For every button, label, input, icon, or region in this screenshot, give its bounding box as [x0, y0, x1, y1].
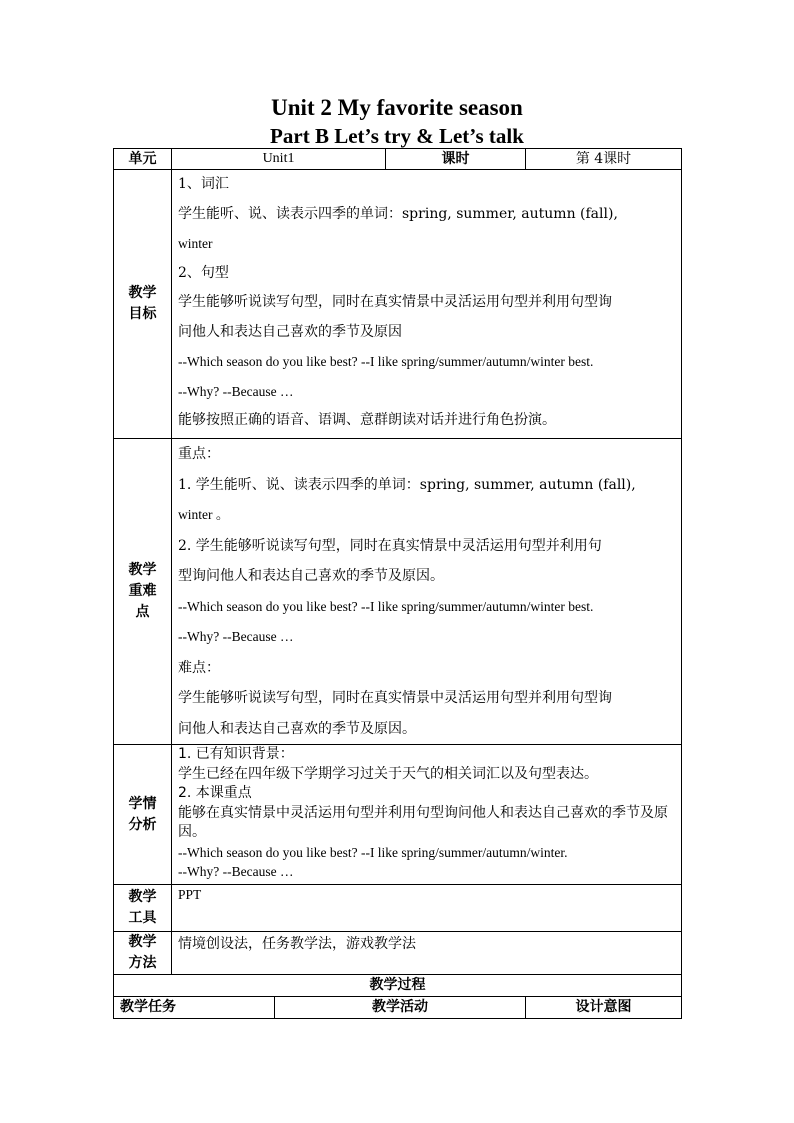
- goals-label: [114, 170, 172, 439]
- analysis-line: --Which season do you like best? --I like spring/summer/autumn/winter.: [178, 844, 568, 860]
- tools-label-line2: 工具: [128, 910, 157, 926]
- methods-row: [114, 932, 682, 975]
- lesson-plan-table: [113, 148, 682, 1019]
- period-value: 第 4课时: [526, 149, 682, 170]
- tools-value: PPT: [178, 887, 202, 902]
- analysis-line: 能够在真实情景中灵活运用句型并利用句型询问他人和表达自己喜欢的季节及原因。: [178, 804, 668, 840]
- goals-line: --Which season do you like best? --I like spring/summer/autumn/winter best.: [178, 354, 594, 369]
- goals-line: --Why? --Because …: [178, 383, 294, 399]
- goals-row: [114, 170, 682, 439]
- goals-label-line2: 目标: [128, 306, 157, 322]
- keypoints-label-line3: 点: [135, 604, 150, 620]
- goals-line: 问他人和表达自己喜欢的季节及原因: [178, 323, 402, 340]
- process-col-task: 教学任务: [114, 997, 275, 1019]
- process-col-activity: 教学活动: [275, 997, 526, 1019]
- unit-label: 单元: [114, 149, 172, 170]
- keypoints-line: 重点：: [178, 446, 220, 462]
- keypoints-line: --Which season do you like best? --I like spring/summer/autumn/winter best.: [178, 598, 594, 614]
- analysis-line: 1. 已有知识背景：: [178, 746, 294, 762]
- tools-row: [114, 885, 682, 932]
- keypoints-line: 2. 学生能够听说读写句型，同时在真实情景中灵活运用句型并利用句: [178, 537, 602, 554]
- goals-label-line1: 教学: [128, 285, 157, 301]
- goals-line: 学生能够听说读写句型，同时在真实情景中灵活运用句型并利用句型询: [178, 294, 612, 310]
- analysis-label: [114, 745, 172, 885]
- goals-content: [172, 170, 682, 439]
- analysis-line: 学生已经在四年级下学期学习过关于天气的相关词汇以及句型表达。: [178, 765, 598, 782]
- keypoints-line: 1. 学生能听、说、读表示四季的单词：spring, summer, autumn (fall),: [178, 476, 636, 493]
- tools-content: [172, 885, 682, 932]
- methods-content: [172, 932, 682, 975]
- methods-value: 情境创设法，任务教学法，游戏教学法: [178, 936, 416, 952]
- keypoints-line: winter 。: [178, 507, 230, 522]
- tools-label-line1: 教学: [128, 889, 157, 905]
- methods-label: [114, 932, 172, 975]
- goals-line: 能够按照正确的语音、语调、意群朗读对话并进行角色扮演。: [178, 412, 556, 428]
- document-subtitle: Part B Let’s try & Let’s talk: [270, 124, 524, 148]
- keypoints-line: 问他人和表达自己喜欢的季节及原因。: [178, 720, 416, 737]
- methods-label-line2: 方法: [128, 955, 157, 971]
- keypoints-content: [172, 439, 682, 745]
- keypoints-line: --Why? --Because …: [178, 629, 294, 644]
- keypoints-label-line1: 教学: [128, 562, 157, 578]
- keypoints-row: [114, 439, 682, 745]
- tools-label: [114, 885, 172, 932]
- process-title-row: [114, 975, 682, 997]
- analysis-line: --Why? --Because …: [178, 864, 294, 879]
- analysis-line: 2. 本课重点: [178, 785, 252, 801]
- process-header-row: [114, 997, 682, 1019]
- keypoints-line: 型询问他人和表达自己喜欢的季节及原因。: [178, 568, 444, 584]
- unit-value: Unit1: [172, 149, 386, 170]
- process-col-intent: 设计意图: [526, 997, 682, 1019]
- goals-line: 2、句型: [178, 264, 229, 281]
- goals-line: winter: [178, 236, 213, 251]
- analysis-label-line1: 学情: [128, 795, 157, 812]
- process-title: 教学过程: [114, 975, 682, 997]
- methods-label-line1: 教学: [128, 934, 157, 950]
- keypoints-line: 学生能够听说读写句型，同时在真实情景中灵活运用句型并利用句型询: [178, 690, 612, 706]
- goals-line: 1、词汇: [178, 176, 229, 192]
- analysis-row: [114, 745, 682, 885]
- goals-line: 学生能听、说、读表示四季的单词：spring, summer, autumn (fall),: [178, 205, 618, 222]
- document-title: Unit 2 My favorite season: [271, 95, 523, 120]
- period-label: 课时: [386, 149, 526, 170]
- analysis-label-line2: 分析: [128, 816, 157, 833]
- keypoints-line: 难点：: [178, 659, 220, 676]
- analysis-content: [172, 745, 682, 885]
- keypoints-label: [114, 439, 172, 745]
- keypoints-label-line2: 重难: [128, 583, 157, 599]
- unit-row: [114, 149, 682, 170]
